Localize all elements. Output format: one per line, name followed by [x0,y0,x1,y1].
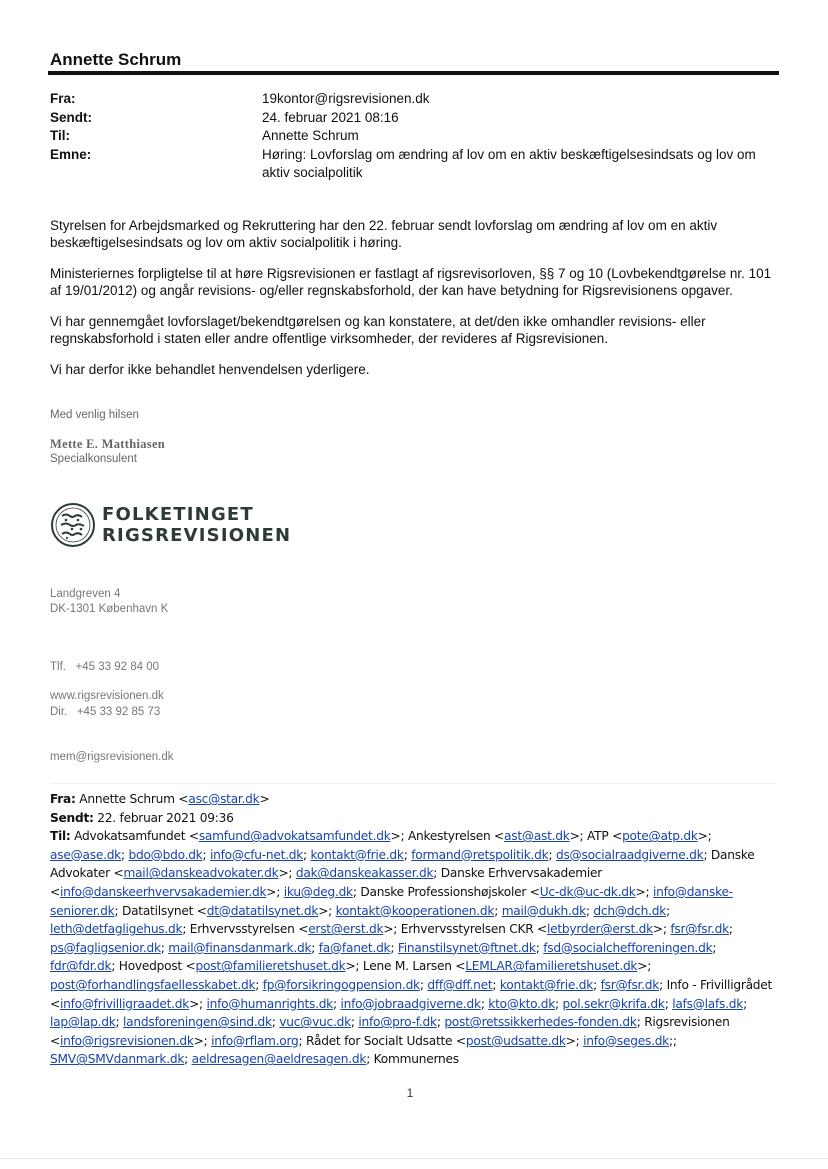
recipient-email-link[interactable]: kontakt@frie.dk [310,847,404,862]
recipient-text: ; [480,996,489,1011]
recipient-text: ; [403,847,412,862]
fwd-to-label: Til: [50,829,71,844]
recipient-email-link[interactable]: dch@dch.dk [593,903,667,918]
recipient-email-link[interactable]: post@udsatte.dk [465,1033,566,1048]
recipient-email-link[interactable]: Finanstilsynet@ftnet.dk [397,940,536,955]
recipient-text: >; Erhvervsstyrelsen CKR < [383,922,547,937]
recipient-text: ; [728,922,733,937]
recipient-text: ; [492,977,500,992]
recipient-email-link[interactable]: Uc-dk@uc-dk.dk [539,884,636,899]
recipient-text: >; [266,884,284,899]
recipient-email-link[interactable]: post@retssikkerhedes-fonden.dk [444,1015,637,1030]
recipient-text: ; Kommunernes [366,1052,459,1067]
logo-line-2: RIGSREVISIONEN [102,525,292,546]
recipient-text: >; Ankestyrelsen < [390,829,505,844]
recipient-email-link[interactable]: dff@dff.net [427,977,493,992]
recipient-email-link[interactable]: pote@atp.dk [622,829,698,844]
recipient-text: ; [436,1015,441,1030]
recipient-email-link[interactable]: fdr@fdr.dk [50,959,112,974]
recipient-email-link[interactable]: fsr@fsr.dk [600,977,660,992]
recipient-text: ; [743,996,747,1011]
header-label: Fra: [50,91,76,106]
recipient-text: >; [318,903,336,918]
recipient-email-link[interactable]: SMV@SMVdanmark.dk [50,1052,185,1067]
recipient-text: ; Info - Frivilligrådet < [50,977,773,1011]
recipient-email-link[interactable]: info@cfu-net.dk [209,847,304,862]
recipient-text: ; [712,940,717,955]
header-row-to [50,127,790,146]
recipient-text: >; [635,884,653,899]
recipient-email-link[interactable]: info@rigsrevisionen.dk [59,1033,194,1048]
recipient-text: ; [419,977,428,992]
recipient-text: ; [548,847,556,862]
logo-wordmark [102,504,291,546]
recipient-email-link[interactable]: iku@deg.dk [283,884,353,899]
recipient-email-link[interactable]: pol.sekr@krifa.dk [562,996,665,1011]
recipient-email-link[interactable]: info@frivilligraadet.dk [59,996,190,1011]
address-street: Landgreven 4 [50,588,121,600]
address [50,587,350,617]
phone-direct: Dir. +45 33 92 85 73 [50,706,161,718]
recipient-email-link[interactable]: fa@fanet.dk [318,940,391,955]
recipient-text: ; [202,847,210,862]
recipient-email-link[interactable]: erst@erst.dk [308,922,384,937]
recipient-text: ; [333,996,341,1011]
page-bottom-edge [0,1158,828,1159]
recipient-text: >; [637,959,652,974]
header-row-sent [50,109,790,128]
phone-block [50,630,350,780]
header-label: Emne: [50,146,92,162]
recipient-email-link[interactable]: kto@kto.dk [488,996,556,1011]
fwd-from-email-link[interactable]: asc@star.dk [188,792,260,806]
recipient-text: >; [189,996,207,1011]
coat-of-arms-icon [50,502,96,548]
recipient-text: >; [193,1033,212,1048]
contact-email: mem@rigsrevisionen.dk [50,751,174,763]
recipient-email-link[interactable]: kontakt@kooperationen.dk [335,903,495,918]
recipient-text: ; Datatilsynet < [114,903,207,918]
recipient-email-link[interactable]: post@familieretshuset.dk [195,959,346,974]
recipient-text: >; [652,922,671,937]
header-value: Annette Schrum [262,128,359,143]
recipient-text: ; Danske Professionshøjskoler < [352,884,540,899]
recipient-text: ; [255,977,263,992]
recipient-text: ; Rigsrevisionen < [50,1015,730,1048]
recipient-text: ; [121,847,129,862]
phone-main: Tlf. +45 33 92 84 00 [50,661,160,673]
recipient-email-link[interactable]: ps@fagligsenior.dk [50,940,161,955]
header-value: 19kontor@rigsrevisionen.dk [262,91,430,106]
recipient-text: ; [703,847,708,862]
recipient-email-link[interactable]: info@jobraadgiverne.dk [340,996,481,1011]
fwd-from-label: Fra: [50,792,76,806]
recipient-text: ; [593,977,601,992]
recipient-email-link[interactable]: mail@finansdanmark.dk [168,940,312,955]
recipient-email-link[interactable]: mail@danskeadvokater.dk [123,866,279,881]
forwarded-message [50,790,780,1069]
fwd-from-name: Annette Schrum < [79,792,189,806]
header-label: Til: [50,128,70,143]
recipient-email-link[interactable]: kontakt@frie.dk [499,977,594,992]
fwd-recipients [50,827,780,1069]
recipient-text: >; [697,829,712,844]
recipient-email-link[interactable]: bdo@bdo.dk [128,847,203,862]
recipient-email-link[interactable]: info@rflam.org [211,1033,299,1048]
recipient-text: >; [565,1033,584,1048]
body-paragraph: Vi har gennemgået lovforslaget/bekendtgørelsen og kan konstatere, at det/den ikke omhandler revisions- eller regnskabsforhold i staten eller andre offentlige virksomheder, der revideres af Rigsrevisionen. [50,314,706,346]
body-paragraph: Styrelsen for Arbejdsmarked og Rekruttering har den 22. februar sendt lovforslag om ændring af lov om en aktiv beskæftigelsesindsats og lov om aktiv socialpolitik i høring. [50,218,718,250]
recipient-email-link[interactable]: lafs@lafs.dk [672,996,744,1011]
recipient-email-link[interactable]: dak@danskeakasser.dk [295,866,434,881]
recipient-text: >; ATP < [569,829,623,844]
recipient-text: ; Erhvervsstyrelsen < [182,922,309,937]
recipient-email-link[interactable]: landsforeningen@sind.dk [123,1015,272,1030]
recipient-email-link[interactable]: info@danske-seniorer.dk [50,884,733,918]
recipient-text: ; [555,996,559,1011]
recipient-text: ; [184,1052,192,1067]
recipient-text: ; [535,940,544,955]
header-row-subject [50,146,790,183]
recipient-text: ; [390,940,398,955]
recipient-text: ; [311,940,319,955]
logo-line-1: FOLKETINGET [102,504,254,525]
recipient-email-link[interactable]: info@danskeerhvervsakademier.dk [59,884,267,899]
email-header [50,90,790,183]
recipient-email-link[interactable]: ds@socialraadgiverne.dk [555,847,704,862]
recipient-text: >; [278,866,296,881]
title-divider [48,71,779,75]
recipient-email-link[interactable]: samfund@advokatsamfundet.dk [198,829,391,844]
recipient-text: ; [271,1015,280,1030]
recipient-email-link[interactable]: formand@retspolitik.dk [411,847,549,862]
header-label: Sendt: [50,109,92,125]
recipient-email-link[interactable]: ast@ast.dk [504,829,570,844]
recipient-text: ; [350,1015,359,1030]
header-row-from [50,90,790,109]
fwd-from-line [50,790,780,809]
recipient-email-link[interactable]: letbyrder@erst.dk [547,922,653,937]
header-value: 24. februar 2021 08:16 [262,109,399,125]
separator [50,783,775,784]
recipient-email-link[interactable]: ase@ase.dk [50,847,121,862]
recipient-email-link[interactable]: vuc@vuc.dk [279,1015,351,1030]
recipient-text: ; [494,903,502,918]
header-value: Høring: Lovforslag om ændring af lov om en aktiv beskæftigelsesindsats og lov om aktiv socialpolitik [262,146,756,180]
recipient-text: ; [666,903,670,918]
recipient-email-link[interactable]: fp@forsikringogpension.dk [262,977,420,992]
folketinget-logo [50,502,291,548]
recipient-email-link[interactable]: info@pro-f.dk [358,1015,437,1030]
recipient-email-link[interactable]: info@humanrights.dk [206,996,333,1011]
recipient-text: Advokatsamfundet < [70,829,199,844]
recipient-text: ; [585,903,594,918]
recipient-email-link[interactable]: aeldresagen@aeldresagen.dk [191,1052,367,1067]
fwd-sent-value: 22. februar 2021 09:36 [97,810,234,825]
website: www.rigsrevisionen.dk [50,690,164,702]
recipient-email-link[interactable]: fsr@fsr.dk [670,922,729,937]
email-body [50,218,780,394]
body-paragraph: Vi har derfor ikke behandlet henvendelsen yderligere. [50,362,370,377]
signature-name: Mette E. Matthiasen [50,437,166,451]
recipient-text: ; Danske Erhvervsakademier < [50,866,602,899]
recipient-text: >; Lene M. Larsen < [345,959,466,974]
body-paragraph: Ministeriernes forpligtelse til at høre Rigsrevisionen er fastlagt af rigsrevisorloven, §§ 7 og 10 (Lovbekendtgørelse nr. 101 af 19/01/2012) og angår revisions- og/eller regnskabsforhold, der kan have betydning for Rigsrevisionens opgaver. [50,266,772,298]
recipient-email-link[interactable]: leth@detfagligehus.dk [50,922,183,937]
recipient-email-link[interactable]: mail@dukh.dk [501,903,586,918]
page-number: 1 [406,1086,414,1100]
address-city: DK-1301 København K [50,603,169,615]
signature-greeting: Med venlig hilsen [50,409,139,421]
fwd-sent-line [50,809,780,828]
recipient-email-link[interactable]: dt@datatilsynet.dk [206,903,319,918]
recipient-text: ; [160,940,169,955]
recipient-email-link[interactable]: lap@lap.dk [50,1015,116,1030]
fwd-sent-label: Sendt: [50,810,94,825]
recipient-text: ; [664,996,673,1011]
signature-role: Specialkonsulent [50,453,137,465]
recipient-text: ; [303,847,311,862]
recipient-text: ; Rådet for Socialt Udsatte < [298,1033,466,1048]
recipient-text: ; [115,1015,124,1030]
recipient-email-link[interactable]: post@forhandlingsfaellesskabet.dk [50,977,256,992]
recipient-text: ; Hovedpost < [111,959,196,974]
page-title: Annette Schrum [50,50,182,69]
recipient-email-link[interactable]: LEMLAR@familieretshuset.dk [465,959,638,974]
recipient-text: Danske Advokater < [50,847,755,881]
recipient-text: ;; [669,1033,677,1048]
recipient-email-link[interactable]: info@seges.dk [583,1033,669,1048]
fwd-from-end: > [259,792,270,806]
recipient-email-link[interactable]: fsd@socialchefforeningen.dk [543,940,713,955]
